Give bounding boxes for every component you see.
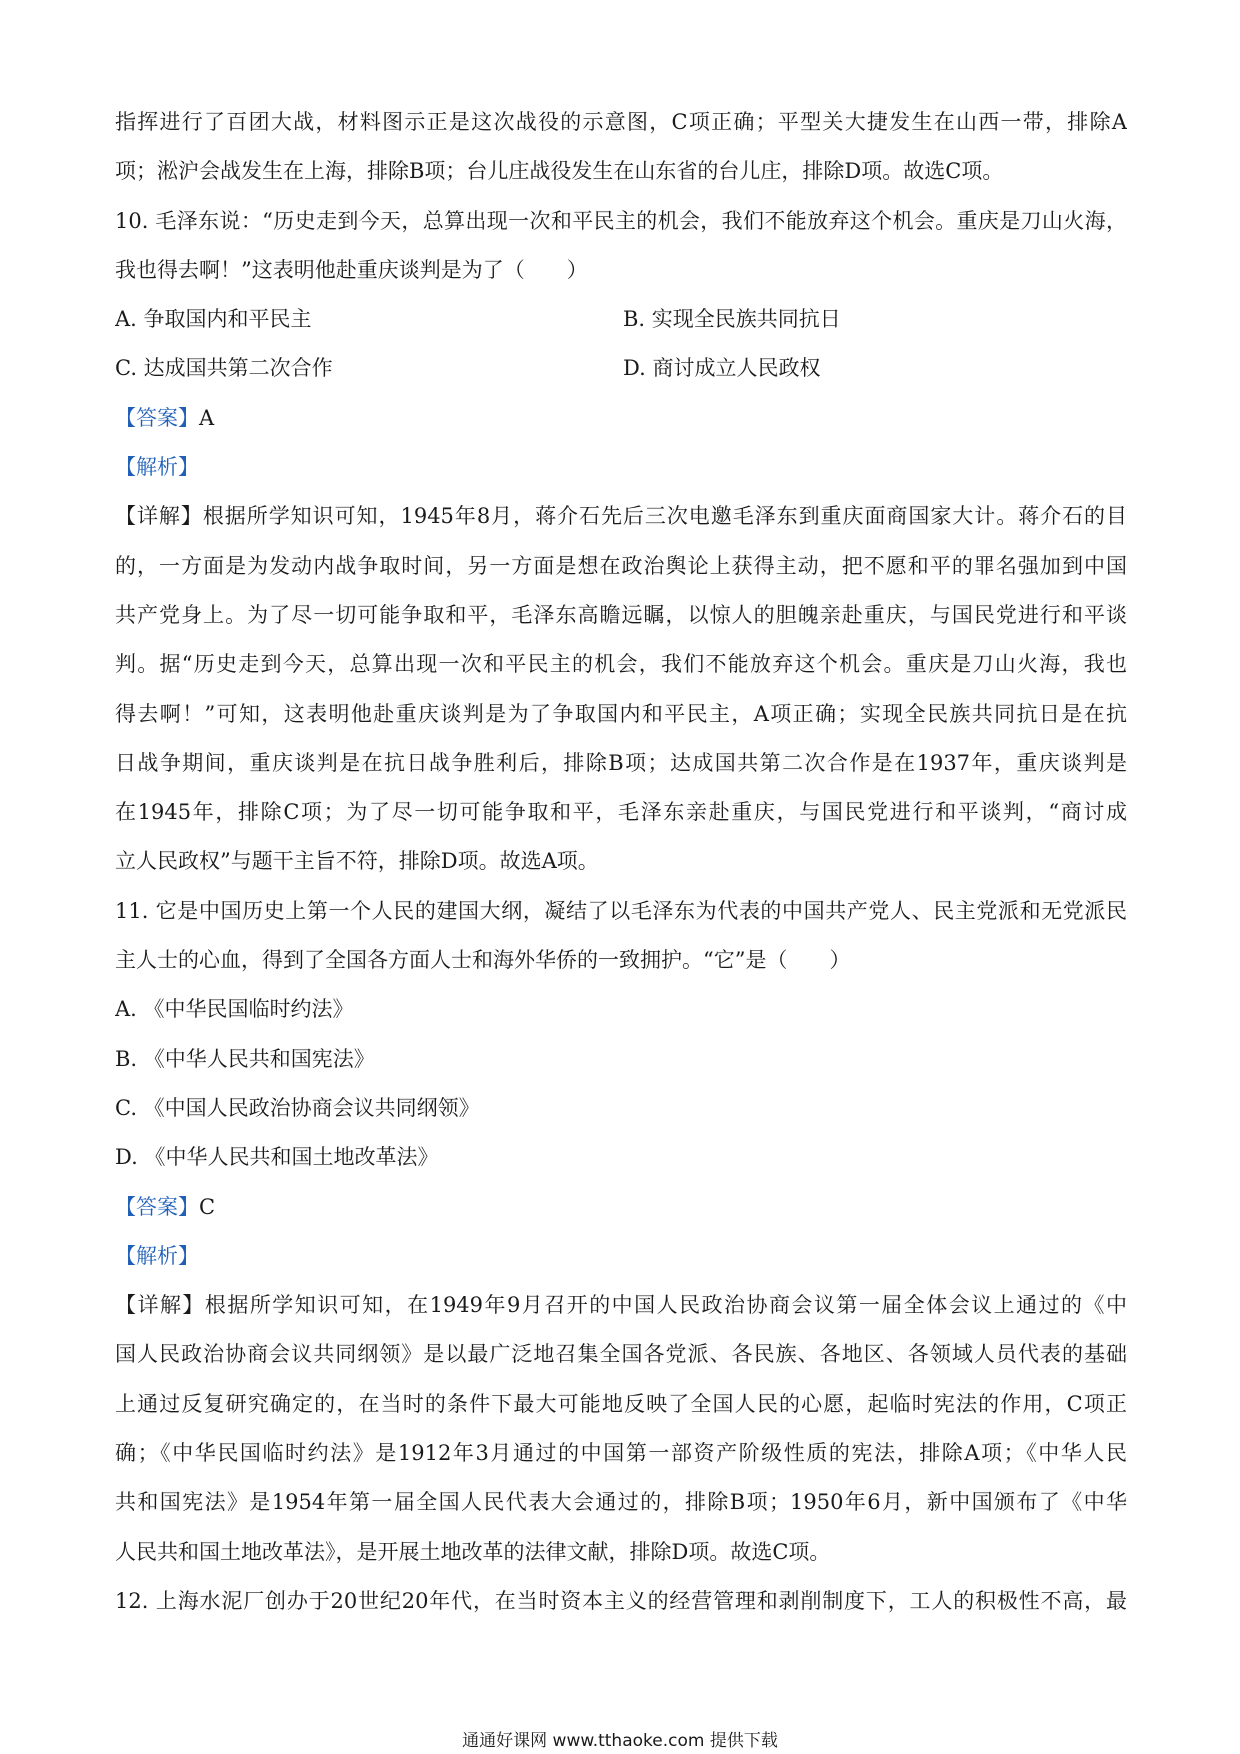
- detail-line: 得去啊！”可知，这表明他赴重庆谈判是为了争取国内和平民主，A项正确；实现全民族共同抗日是在抗: [115, 701, 1127, 726]
- option-b: B. 实现全民族共同抗日: [623, 307, 841, 332]
- answer-tag: 【答案】: [115, 405, 199, 430]
- detail-line: 判。据“历史走到今天，总算出现一次和平民主的机会，我们不能放弃这个机会。重庆是刀山火海，我也: [115, 652, 1127, 677]
- question-11-stem: 主人士的心血，得到了全国各方面人士和海外华侨的一致拥护。“它”是（ ）: [115, 948, 851, 973]
- detail-tag: 【详解】: [115, 504, 203, 529]
- detail-line: 上通过反复研究确定的，在当时的条件下最大可能地反映了全国人民的心愿，起临时宪法的作用，C项正: [115, 1391, 1127, 1416]
- page-content: [115, 98, 1127, 1626]
- analysis-heading: [115, 1232, 1127, 1281]
- question-10-stem: 我也得去啊！”这表明他赴重庆谈判是为了（ ）: [115, 257, 588, 282]
- option-b: B. 《中华人民共和国宪法》: [115, 1046, 375, 1071]
- detail-line: 共和国宪法》是1954年第一届全国人民代表大会通过的，排除B项；1950年6月，新中国颁布了《中华: [115, 1490, 1127, 1515]
- answer-line: [115, 394, 1127, 443]
- answer-value: A: [199, 405, 215, 430]
- detail-line: 立人民政权”与题干主旨不符，排除D项。故选A项。: [115, 849, 599, 874]
- footer-source: 通通好课网 www.tthaoke.com 提供下载: [462, 1731, 778, 1751]
- detail-line: 在1945年，排除C项；为了尽一切可能争取和平，毛泽东亲赴重庆，与国民党进行和平谈判，“商讨成: [115, 800, 1127, 825]
- question-10-options-row: [115, 295, 1127, 344]
- analysis-tag: 【解析】: [115, 455, 199, 480]
- detail-line: [115, 1281, 1127, 1330]
- detail-line: 确；《中华民国临时约法》是1912年3月通过的中国第一部资产阶级性质的宪法，排除A项；《中华人民: [115, 1441, 1127, 1466]
- question-12-stem: 12. 上海水泥厂创办于20世纪20年代，在当时资本主义的经营管理和剥削制度下，工人的积极性不高，最: [115, 1588, 1127, 1613]
- detail-line: [115, 492, 1127, 541]
- option-d: D. 《中华人民共和国土地改革法》: [115, 1145, 439, 1170]
- detail-text: 根据所学知识可知，1945年8月，蒋介石先后三次电邀毛泽东到重庆面商国家大计。蒋介石的目: [202, 504, 1127, 529]
- detail-line: 的，一方面是为发动内战争取时间，另一方面是想在政治舆论上获得主动，把不愿和平的罪名强加到中国: [115, 553, 1127, 578]
- q9-explanation-line: 指挥进行了百团大战，材料图示正是这次战役的示意图，C项正确；平型关大捷发生在山西一带，排除A: [115, 110, 1127, 134]
- detail-line: 日战争期间，重庆谈判是在抗日战争胜利后，排除B项；达成国共第二次合作是在1937年，重庆谈判是: [115, 750, 1127, 775]
- detail-text: 根据所学知识可知，在1949年9月召开的中国人民政治协商会议第一届全体会议上通过的《中: [204, 1293, 1127, 1318]
- answer-line: [115, 1183, 1127, 1232]
- question-10-stem: 10. 毛泽东说：“历史走到今天，总算出现一次和平民主的机会，我们不能放弃这个机会。重庆是刀山火海，: [115, 208, 1127, 233]
- q9-explanation-line: 项；淞沪会战发生在上海，排除B项；台儿庄战役发生在山东省的台儿庄，排除D项。故选C项。: [115, 159, 1004, 184]
- detail-line: 国人民政治协商会议共同纲领》是以最广泛地召集全国各党派、各民族、各地区、各领域人员代表的基础: [115, 1342, 1127, 1367]
- answer-tag: 【答案】: [115, 1194, 199, 1219]
- option-a: A. 《中华民国临时约法》: [115, 997, 354, 1022]
- option-d: D. 商讨成立人民政权: [623, 356, 821, 381]
- option-c: C. 达成国共第二次合作: [115, 356, 333, 381]
- option-c: C. 《中国人民政治协商会议共同纲领》: [115, 1095, 480, 1120]
- analysis-heading: [115, 443, 1127, 492]
- detail-line: 人民共和国土地改革法》，是开展土地改革的法律文献，排除D项。故选C项。: [115, 1539, 831, 1564]
- answer-value: C: [199, 1194, 216, 1219]
- question-10-options-row: [115, 344, 1127, 393]
- question-11-stem: 11. 它是中国历史上第一个人民的建国大纲，凝结了以毛泽东为代表的中国共产党人、民主党派和无党派民: [115, 898, 1127, 923]
- detail-line: 共产党身上。为了尽一切可能争取和平，毛泽东高瞻远瞩，以惊人的胆魄亲赴重庆，与国民党进行和平谈: [115, 602, 1127, 627]
- option-a: A. 争取国内和平民主: [115, 307, 312, 332]
- analysis-tag: 【解析】: [115, 1243, 199, 1268]
- detail-tag: 【详解】: [115, 1293, 205, 1318]
